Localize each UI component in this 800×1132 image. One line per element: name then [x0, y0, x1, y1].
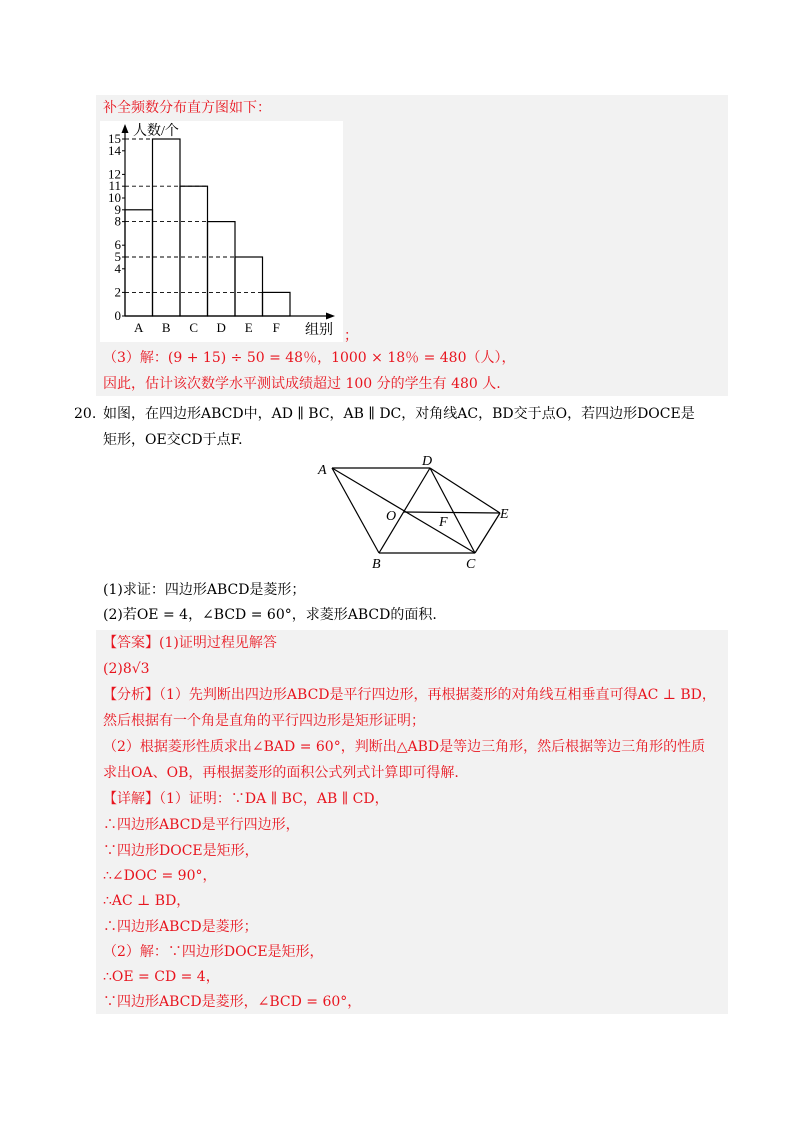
answer-part2-prefix: (2)8	[103, 661, 132, 677]
question-number: 20.	[74, 406, 97, 422]
question-stem-line2: 矩形，OE交CD于点F.	[103, 432, 243, 448]
vertex-label-d: D	[422, 454, 433, 469]
detail-line3: ∵四边形DOCE是矩形，	[103, 843, 259, 859]
bar-A	[125, 210, 153, 316]
detail-line4: ∴∠DOC = 90°，	[103, 868, 217, 884]
segment-de	[430, 468, 500, 513]
y-tick-label-8: 8	[114, 213, 121, 229]
part3-line2: 因此，估计该次数学水平测试成绩超过 100 分的学生有 480 人.	[103, 376, 501, 392]
analysis-tag: 【分析】	[103, 687, 159, 703]
bar-D	[208, 222, 236, 316]
detail-text-1: （1）证明：∵DA ∥ BC，AB ∥ CD，	[159, 791, 389, 807]
y-tick-label-5: 5	[114, 249, 121, 264]
answer-line2	[103, 659, 150, 679]
vertex-label-e: E	[500, 507, 509, 522]
histogram-trailing-mark: ；	[344, 328, 358, 344]
frequency-histogram	[100, 121, 343, 342]
analysis-line1	[103, 685, 716, 705]
y-tick-label-15: 15	[108, 131, 121, 146]
detail-line2: ∴四边形ABCD是平行四边形，	[103, 817, 300, 833]
analysis-line3: （2）根据菱形性质求出∠BAD = 60°，判断出△ABD是等边三角形，然后根据等边三角形的性质	[103, 739, 706, 755]
y-tick-label-6: 6	[114, 237, 121, 253]
vertex-label-b: B	[372, 557, 381, 572]
bar-E	[235, 257, 263, 316]
vertex-label-a: A	[318, 463, 327, 478]
x-axis-arrow	[326, 313, 335, 320]
y-tick-label-2: 2	[114, 284, 121, 300]
x-axis-label: 组别	[305, 323, 333, 338]
segment-ce	[475, 513, 500, 553]
x-tick-label-F: F	[272, 320, 280, 335]
y-tick-label-4: 4	[114, 260, 121, 276]
x-tick-label-D: D	[216, 320, 226, 335]
detail-line8: ∴OE = CD = 4，	[103, 969, 220, 985]
answer-part2-radical: √3	[131, 661, 150, 677]
answer-tag: 【答案】	[103, 635, 159, 651]
x-tick-label-B: B	[161, 320, 171, 335]
rhombus-figure	[312, 450, 520, 572]
x-tick-label-A: A	[134, 320, 144, 335]
vertex-label-o: O	[386, 509, 397, 524]
segment-oe	[404, 512, 500, 513]
y-axis-label: 人数/个	[133, 124, 179, 139]
analysis-line4: 求出OA、OB，再根据菱形的面积公式列式计算即可得解.	[103, 765, 459, 781]
analysis-text-1: （1）先判断出四边形ABCD是平行四边形，再根据菱形的对角线互相垂直可得AC ⊥ BD，	[159, 687, 716, 703]
y-tick-label-11: 11	[108, 178, 121, 194]
bar-B	[153, 139, 181, 316]
y-tick-label-10: 10	[108, 190, 121, 205]
detail-line6: ∴四边形ABCD是菱形；	[103, 919, 258, 935]
bar-F	[263, 292, 291, 316]
question-part2: (2)若OE = 4，∠BCD = 60°，求菱形ABCD的面积.	[103, 607, 437, 623]
x-tick-label-E: E	[244, 320, 253, 335]
detail-line7: （2）解：∵四边形DOCE是矩形，	[103, 944, 324, 960]
question-stem-line1: 如图，在四边形ABCD中，AD ∥ BC，AB ∥ DC，对角线AC，BD交于点O，若四边形DOCE是	[103, 406, 695, 422]
x-tick-label-C: C	[189, 320, 199, 335]
answer-line1	[103, 633, 277, 653]
answer-part1: (1)证明过程见解答	[159, 635, 277, 651]
detail-line5: ∴AC ⊥ BD，	[103, 893, 191, 909]
y-tick-label-12: 12	[108, 166, 121, 182]
detail-tag: 【详解】	[103, 791, 159, 807]
question-part1: (1)求证：四边形ABCD是菱形；	[103, 582, 306, 598]
bar-C	[180, 186, 208, 316]
detail-line9: ∵四边形ABCD是菱形，∠BCD = 60°，	[103, 994, 362, 1010]
segment-ab	[332, 468, 379, 553]
detail-line1	[103, 789, 389, 809]
diagonal-ac	[332, 468, 475, 553]
histogram-intro: 补全频数分布直方图如下：	[103, 100, 271, 116]
y-axis-arrow	[122, 124, 129, 133]
part3-line1: （3）解：(9 + 15) ÷ 50 = 48％，1000 × 18％ = 480（人），	[103, 350, 516, 366]
vertex-label-f: F	[439, 515, 448, 530]
analysis-line2: 然后根据有一个角是直角的平行四边形是矩形证明；	[103, 713, 425, 729]
y-tick-label-14: 14	[108, 142, 121, 158]
y-tick-label-9: 9	[114, 201, 121, 217]
y-tick-label-0: 0	[114, 308, 121, 323]
vertex-label-c: C	[466, 557, 476, 572]
